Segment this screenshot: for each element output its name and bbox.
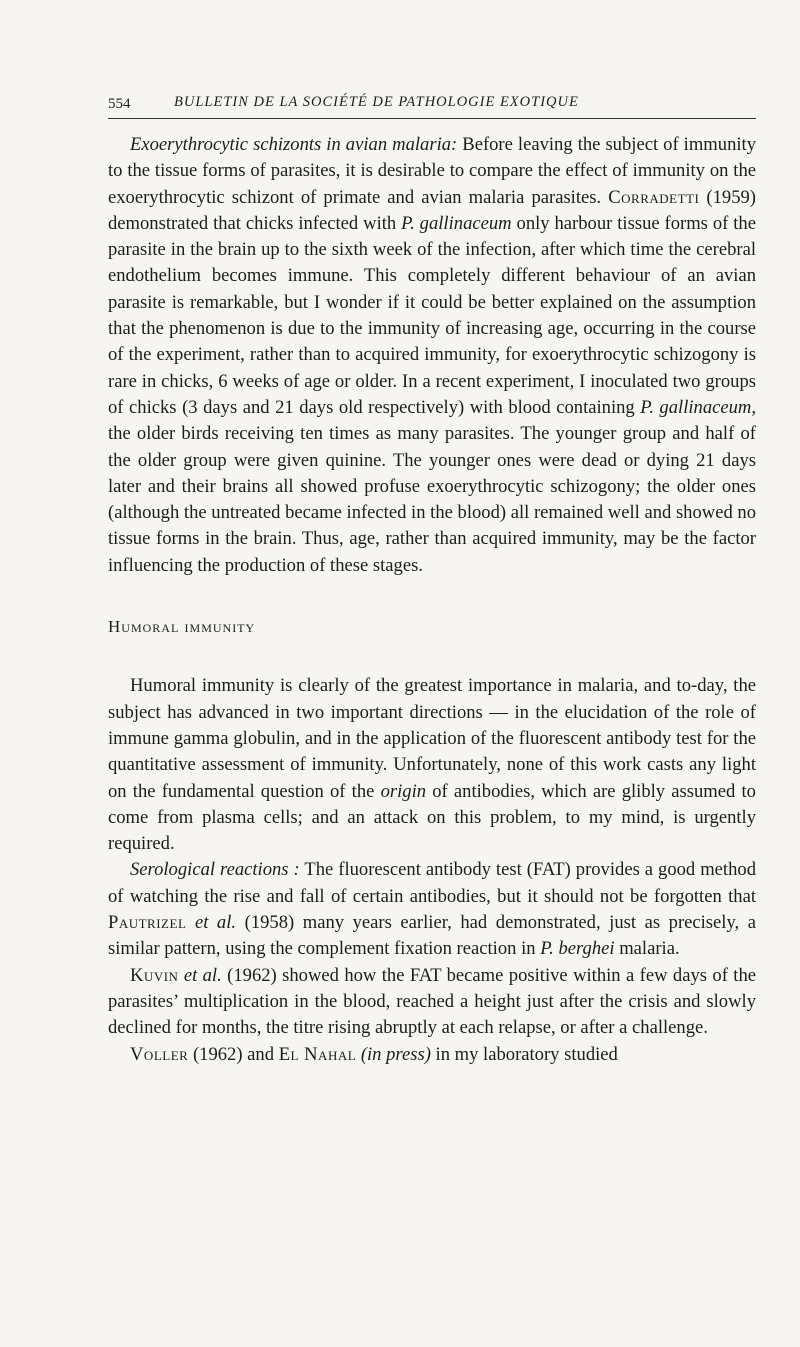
emphasis: (in press) xyxy=(356,1043,431,1065)
author-name: Corradetti xyxy=(608,186,700,208)
text-run: malaria. xyxy=(614,938,680,960)
emphasis: origin xyxy=(380,780,427,802)
paragraph-humoral-immunity xyxy=(108,673,756,857)
body-text xyxy=(108,132,756,1068)
page-number: 554 xyxy=(108,96,131,112)
page-header xyxy=(108,94,756,119)
text-run: Humoral immunity is clearly of the greatest importance in malaria, and to-day, the subject has advanced in two important directions — in the elucidation of the role of immune gamma globulin, and in the application of the fluorescent antibody test for the quantitative assessment of immunity. Unfortunately, none of this work casts any light on the fundamental question of the xyxy=(108,675,756,802)
text-run: (1962) showed how the FAT became positive within a few days of the parasites’ multiplication in the blood, reached a height just after the crisis and slowly declined for months, the titre rising abruptly at each relapse, or after a challenge. xyxy=(108,964,757,1039)
author-name: Kuvin xyxy=(130,964,179,986)
text-run: (1962) and xyxy=(188,1043,279,1065)
text-run: of antibodies, which are glibly assumed to come from plasma cells; and an attack on this problem, to my mind, is urgently required. xyxy=(108,780,756,855)
text-run: the older birds receiving ten times as many parasites. The younger group and half of the older group were given quinine. The younger ones were dead or dying 21 days later and their brains all showed profuse exoerythrocytic schizogony; the older ones (although the untreated became infected in the blood) all remained well and showed no tissue forms in the brain. Thus, age, rather than acquired immunity, may be the factor influencing the production of these stages. xyxy=(108,423,756,576)
et-al: et al. xyxy=(186,912,237,934)
species-name: P. gallinaceum, xyxy=(640,396,756,418)
paragraph-kuvin xyxy=(108,963,756,1042)
author-name: El Nahal xyxy=(278,1043,357,1065)
paragraph-heading: Serological reactions : xyxy=(130,859,300,881)
running-head: BULLETIN DE LA SOCIÉTÉ DE PATHOLOGIE EXOTIQUE xyxy=(174,94,579,110)
et-al: et al. xyxy=(178,964,222,986)
text-run: (1959) demonstrated that chicks infected with xyxy=(108,186,756,234)
paragraph-heading: Exoerythrocytic schizonts in avian malaria: xyxy=(130,134,458,155)
paragraph-voller xyxy=(108,1042,756,1068)
text-run: in my laboratory studied xyxy=(430,1043,618,1065)
text-run: Before leaving the subject of immunity to the tissue forms of parasites, it is desirable to compare the effect of immunity on the exoerythrocytic schizont of primate and avian malaria parasites. xyxy=(108,134,756,208)
species-name: P. gallinaceum xyxy=(401,212,512,234)
author-name: Pautrizel xyxy=(108,912,187,934)
text-run: The fluorescent antibody test (FAT) provides a good method of watching the rise and fall of certain antibodies, but it should not be forgotten that xyxy=(108,859,756,907)
text-run: only harbour tissue forms of the parasite in the brain up to the sixth week of the infection, after which time the cerebral endothelium becomes immune. This completely different behaviour of an avian parasite is remarkable, but I wonder if it could be better explained on the assumption that the phenomenon is due to the immunity of increasing age, occurring in the course of the experiment, rather than to acquired immunity, for exoerythrocytic schizogony is rare in chicks, 6 weeks of age or older. In a recent experiment, I inoculated two groups of chicks (3 days and 21 days old respectively) with blood containing xyxy=(108,212,756,418)
section-title: Humoral immunity xyxy=(108,617,256,637)
author-name: Voller xyxy=(130,1043,189,1065)
paragraph-serological-reactions xyxy=(108,857,756,962)
paragraph-avian-schizonts xyxy=(108,132,756,579)
species-name: P. berghei xyxy=(540,938,615,960)
text-run: (1958) many years earlier, had demonstrated, just as precisely, a similar pattern, using the complement fixation reaction in xyxy=(108,912,757,960)
